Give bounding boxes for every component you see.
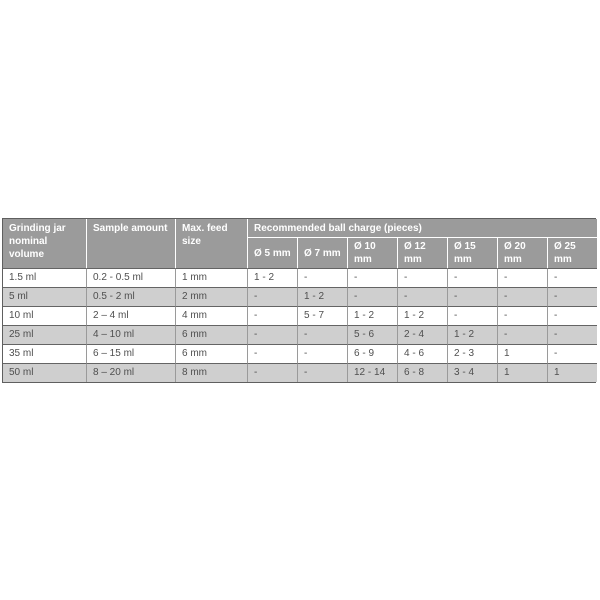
cell-max-feed-size: 4 mm: [176, 306, 248, 325]
cell-ball-charge-12mm: 2 - 4: [398, 325, 448, 344]
cell-volume: 1.5 ml: [3, 268, 87, 287]
table-body: [3, 268, 597, 382]
grinding-jar-specs-table: [3, 219, 597, 382]
cell-volume: 25 ml: [3, 325, 87, 344]
cell-sample-amount: 0.2 - 0.5 ml: [87, 268, 176, 287]
table-row: [3, 306, 597, 325]
cell-ball-charge-25mm: -: [548, 344, 597, 363]
cell-ball-charge-12mm: 1 - 2: [398, 306, 448, 325]
cell-ball-charge-10mm: 1 - 2: [348, 306, 398, 325]
header-sample-amount: Sample amount: [87, 219, 176, 268]
cell-ball-charge-25mm: -: [548, 325, 597, 344]
cell-ball-charge-10mm: -: [348, 287, 398, 306]
cell-ball-charge-20mm: -: [498, 306, 548, 325]
cell-ball-charge-12mm: -: [398, 268, 448, 287]
table-row: [3, 363, 597, 382]
cell-ball-charge-10mm: 12 - 14: [348, 363, 398, 382]
cell-ball-charge-20mm: -: [498, 287, 548, 306]
cell-sample-amount: 0.5 - 2 ml: [87, 287, 176, 306]
cell-ball-charge-12mm: -: [398, 287, 448, 306]
cell-sample-amount: 2 – 4 ml: [87, 306, 176, 325]
cell-ball-charge-15mm: -: [448, 287, 498, 306]
cell-volume: 5 ml: [3, 287, 87, 306]
cell-max-feed-size: 6 mm: [176, 344, 248, 363]
header-ball-size-15mm: Ø 15 mm: [448, 238, 498, 268]
cell-ball-charge-10mm: 5 - 6: [348, 325, 398, 344]
table-header: [3, 219, 597, 268]
cell-ball-charge-7mm: 5 - 7: [298, 306, 348, 325]
cell-ball-charge-7mm: -: [298, 363, 348, 382]
header-max-feed-size: Max. feed size: [176, 219, 248, 268]
cell-ball-charge-7mm: 1 - 2: [298, 287, 348, 306]
cell-ball-charge-5mm: 1 - 2: [248, 268, 298, 287]
header-grinding-jar-nominal-volume: Grinding jar nominal volume: [3, 219, 87, 268]
cell-ball-charge-10mm: 6 - 9: [348, 344, 398, 363]
cell-sample-amount: 8 – 20 ml: [87, 363, 176, 382]
cell-volume: 35 ml: [3, 344, 87, 363]
cell-ball-charge-20mm: -: [498, 325, 548, 344]
cell-ball-charge-7mm: -: [298, 268, 348, 287]
cell-ball-charge-12mm: 6 - 8: [398, 363, 448, 382]
cell-max-feed-size: 2 mm: [176, 287, 248, 306]
header-ball-size-20mm: Ø 20 mm: [498, 238, 548, 268]
cell-max-feed-size: 1 mm: [176, 268, 248, 287]
grinding-jar-table-container: [2, 218, 596, 383]
cell-ball-charge-15mm: 2 - 3: [448, 344, 498, 363]
table-row: [3, 268, 597, 287]
cell-ball-charge-20mm: -: [498, 268, 548, 287]
cell-ball-charge-7mm: -: [298, 325, 348, 344]
cell-ball-charge-25mm: -: [548, 268, 597, 287]
header-row-1: [3, 219, 597, 238]
header-ball-size-12mm: Ø 12 mm: [398, 238, 448, 268]
header-ball-size-7mm: Ø 7 mm: [298, 238, 348, 268]
cell-ball-charge-10mm: -: [348, 268, 398, 287]
cell-max-feed-size: 8 mm: [176, 363, 248, 382]
cell-ball-charge-5mm: -: [248, 306, 298, 325]
cell-ball-charge-25mm: 1: [548, 363, 597, 382]
cell-volume: 50 ml: [3, 363, 87, 382]
cell-ball-charge-5mm: -: [248, 344, 298, 363]
cell-ball-charge-12mm: 4 - 6: [398, 344, 448, 363]
cell-sample-amount: 6 – 15 ml: [87, 344, 176, 363]
cell-ball-charge-20mm: 1: [498, 363, 548, 382]
cell-ball-charge-20mm: 1: [498, 344, 548, 363]
table-row: [3, 325, 597, 344]
cell-sample-amount: 4 – 10 ml: [87, 325, 176, 344]
table-row: [3, 344, 597, 363]
cell-ball-charge-5mm: -: [248, 363, 298, 382]
header-ball-charge-group: Recommended ball charge (pieces): [248, 219, 597, 238]
cell-ball-charge-7mm: -: [298, 344, 348, 363]
cell-ball-charge-15mm: -: [448, 268, 498, 287]
cell-ball-charge-15mm: 3 - 4: [448, 363, 498, 382]
cell-ball-charge-25mm: -: [548, 306, 597, 325]
cell-ball-charge-15mm: 1 - 2: [448, 325, 498, 344]
cell-ball-charge-5mm: -: [248, 325, 298, 344]
cell-ball-charge-25mm: -: [548, 287, 597, 306]
header-ball-size-25mm: Ø 25 mm: [548, 238, 597, 268]
table-row: [3, 287, 597, 306]
cell-ball-charge-15mm: -: [448, 306, 498, 325]
cell-volume: 10 ml: [3, 306, 87, 325]
header-ball-size-5mm: Ø 5 mm: [248, 238, 298, 268]
header-ball-size-10mm: Ø 10 mm: [348, 238, 398, 268]
cell-ball-charge-5mm: -: [248, 287, 298, 306]
cell-max-feed-size: 6 mm: [176, 325, 248, 344]
